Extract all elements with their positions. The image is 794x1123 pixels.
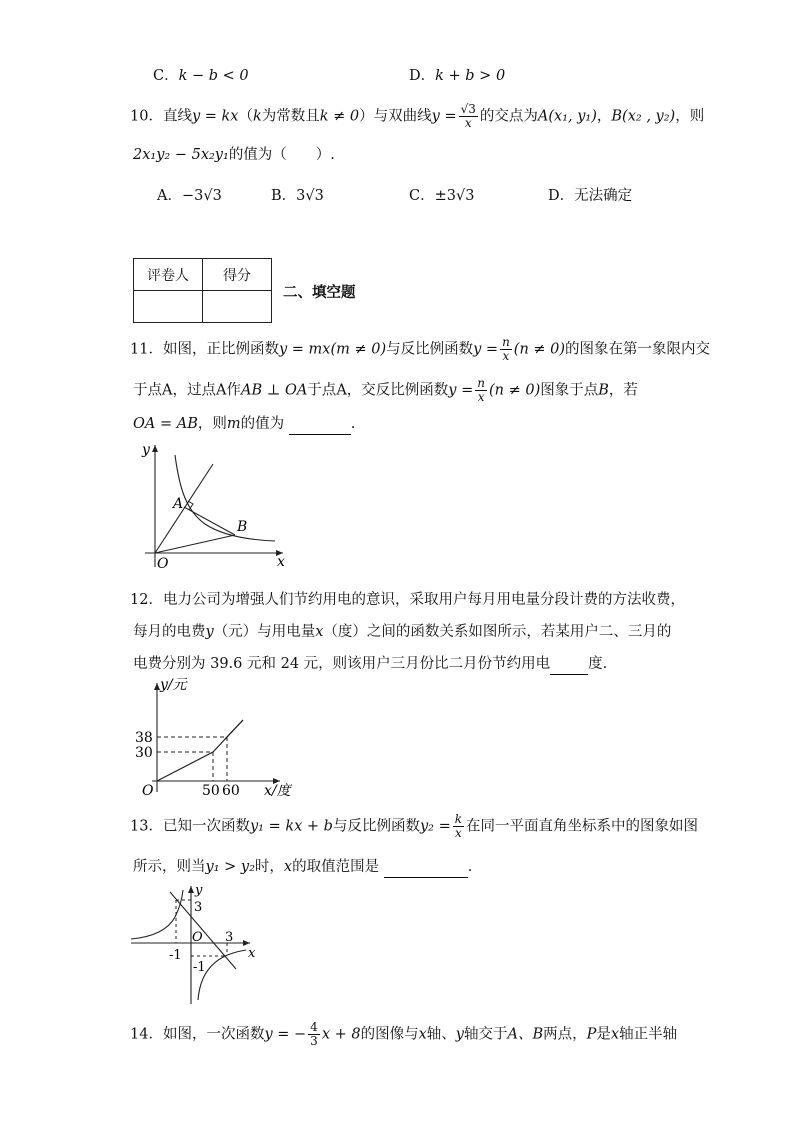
q9-option-c: C．k − b < 0 bbox=[153, 68, 249, 84]
q11-label-y: y bbox=[142, 442, 150, 458]
q10-line-1: 10．直线y = kx（k为常数且k ≠ 0）与双曲线y = $\frac{√3}{x}$ 的交点为A(x₁, y₁)，B(x₂ , y₂)，则 bbox=[130, 102, 705, 130]
q13-answer-blank[interactable] bbox=[384, 857, 468, 878]
score-table-header-score: 得分 bbox=[203, 259, 272, 291]
q11-label-o: O bbox=[157, 556, 169, 572]
q10-option-d: D．无法确定 bbox=[548, 188, 633, 204]
q13-label-x: x bbox=[248, 946, 256, 961]
q10-option-b: B．3√3 bbox=[271, 188, 324, 204]
q13-fraction: $\frac{k}{x}$ bbox=[454, 812, 462, 840]
q11-line-oa bbox=[155, 464, 213, 553]
q12-tick-30: 30 bbox=[135, 745, 153, 761]
q12-label-y: y/元 bbox=[160, 677, 187, 693]
score-table-grader-cell[interactable] bbox=[134, 291, 203, 323]
q10-option-c: C．±3√3 bbox=[409, 188, 475, 204]
q11-line-3: OA = AB，则m的值为 . bbox=[133, 414, 355, 435]
q13-line-2: 所示，则当y₁ > y₂时，x的取值范围是 . bbox=[133, 857, 472, 878]
score-table-score-cell[interactable] bbox=[203, 291, 272, 323]
q11-line-1: 11．如图，正比例函数y = mx(m ≠ 0)与反比例函数y = $\frac{n}{x}$ (n ≠ 0)的图象在第一象限内交 bbox=[130, 335, 711, 363]
q13-tick-neg1x: -1 bbox=[169, 948, 182, 963]
q12-tick-50: 50 bbox=[202, 783, 220, 799]
q11-line-2: 于点A，过点A作AB ⊥ OA于点A，交反比例函数y = $\frac{n}{x}$ (n ≠ 0)图象于点B，若 bbox=[133, 376, 638, 404]
score-table-header-grader: 评卷人 bbox=[134, 259, 203, 291]
q12-line-3: 电费分别为 39.6 元和 24 元，则该用户三月份比二月份节约用电 度. bbox=[133, 654, 607, 675]
q11-hyperbola bbox=[175, 455, 275, 541]
score-table bbox=[133, 258, 272, 323]
q12-tick-60: 60 bbox=[222, 783, 240, 799]
q12-function-line bbox=[157, 720, 243, 781]
q13-hyperbola-branch-right bbox=[198, 950, 246, 1000]
q14-line-1: 14．如图，一次函数y = − $\frac{4}{3}$ x + 8的图像与x轴、y轴交于A、B两点，P是x轴正半轴 bbox=[130, 1020, 678, 1048]
q10-hyperbola-fraction: $\frac{√3}{x}$ bbox=[460, 102, 476, 130]
q11-line-ob bbox=[155, 535, 235, 553]
q11-fraction-1: $\frac{n}{x}$ bbox=[502, 335, 510, 363]
q11-label-a: A bbox=[173, 496, 184, 512]
q14-fraction: $\frac{4}{3}$ bbox=[310, 1020, 318, 1048]
q11-label-x: x bbox=[277, 554, 285, 570]
q11-graph bbox=[135, 440, 295, 575]
q10-line-2: 2x₁y₂ − 5x₂y₁的值为（ ）. bbox=[133, 147, 335, 163]
q11-y-axis-arrow bbox=[152, 445, 158, 452]
q13-y-axis-arrow bbox=[188, 886, 194, 893]
q13-label-o: O bbox=[192, 930, 203, 945]
q11-answer-blank[interactable] bbox=[289, 414, 351, 435]
q12-answer-blank[interactable] bbox=[550, 654, 588, 675]
q11-line-ab bbox=[184, 507, 235, 535]
q11-label-b: B bbox=[237, 519, 248, 535]
q13-tick-neg1y: -1 bbox=[193, 960, 206, 975]
q13-label-y: y bbox=[195, 883, 203, 898]
q12-graph bbox=[130, 675, 300, 805]
q13-tick-3x: 3 bbox=[225, 930, 234, 945]
q13-tick-3y: 3 bbox=[194, 900, 203, 915]
q13-line-1: 13．已知一次函数y₁ = kx + b与反比例函数y₂ = $\frac{k}{x}$ 在同一平面直角坐标系中的图象如图 bbox=[130, 812, 698, 840]
q12-tick-38: 38 bbox=[135, 730, 153, 746]
q13-graph bbox=[128, 882, 268, 1012]
q11-fraction-2: $\frac{n}{x}$ bbox=[477, 376, 485, 404]
section-title: 二、填空题 bbox=[283, 284, 356, 301]
q12-line-1: 12．电力公司为增强人们节约用电的意识，采取用户每月用电量分段计费的方法收费， bbox=[130, 592, 685, 608]
q10-option-a: A．−3√3 bbox=[157, 188, 222, 204]
q12-line-2: 每月的电费y（元）与用电量x（度）之间的函数关系如图所示，若某用户二、三月的 bbox=[133, 624, 672, 640]
q12-extension-line bbox=[225, 720, 243, 739]
q9-option-d: D．k + b > 0 bbox=[409, 68, 506, 84]
q12-label-o: O bbox=[142, 783, 154, 799]
q12-label-x: x/度 bbox=[264, 783, 291, 799]
